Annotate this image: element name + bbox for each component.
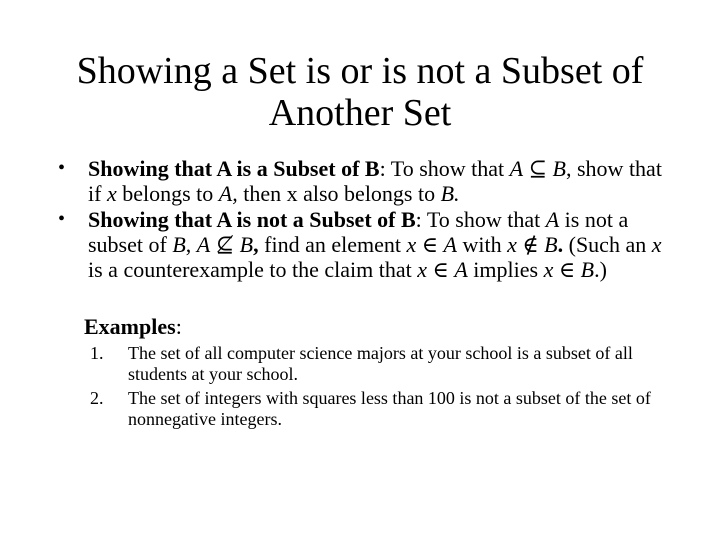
- example-text: The set of integers with squares less than 100 is not a subset of the set of nonnegative integers.: [128, 388, 651, 429]
- text-run: .): [594, 257, 607, 282]
- bullet-item-not-subset: [56, 207, 676, 282]
- example-text: The set of all computer science majors at your school is a subset of all students at your school.: [128, 343, 633, 384]
- text-run: A: [196, 232, 211, 257]
- text-run: (Such an: [563, 232, 652, 257]
- bullet-dot: •: [58, 208, 66, 230]
- text-run: is not a subset of: [88, 207, 629, 257]
- text-run: , show that if: [88, 156, 662, 206]
- text-run: x: [106, 181, 117, 206]
- text-run: B: [544, 232, 558, 257]
- examples-list: [90, 343, 670, 433]
- text-run: .: [557, 232, 564, 257]
- text-run: ∉: [516, 232, 545, 257]
- text-run: ∈: [553, 257, 581, 282]
- example-number: 2.: [90, 388, 104, 408]
- text-run: is a counterexample to the claim that: [88, 257, 418, 282]
- text-run: x: [406, 232, 417, 257]
- text-run: implies: [467, 257, 544, 282]
- text-run: : To show that: [379, 156, 510, 181]
- bullet-heading: Showing that A is not a Subset of B: [88, 207, 416, 232]
- text-run: belongs to: [116, 181, 219, 206]
- text-run: B: [552, 156, 566, 181]
- text-run: x: [417, 257, 428, 282]
- list-item: [90, 343, 670, 385]
- text-run: B: [172, 232, 186, 257]
- examples-label: Examples:: [84, 314, 182, 339]
- text-run: find an element: [258, 232, 407, 257]
- text-run: A,: [218, 181, 238, 206]
- text-run: ,: [185, 232, 197, 257]
- bullet-item-subset: [56, 156, 676, 206]
- text-run: x: [507, 232, 517, 257]
- text-run: B.: [440, 181, 460, 206]
- bullet-list: [56, 156, 676, 283]
- text-run: A: [454, 257, 468, 282]
- text-run: ⊈: [210, 232, 240, 257]
- text-run: B: [239, 232, 254, 257]
- text-run: : To show that: [415, 207, 546, 232]
- text-run: ∈: [427, 257, 455, 282]
- slide-title: Showing a Set is or is not a Subset of Another Set: [76, 50, 644, 134]
- list-item: [90, 388, 670, 430]
- text-run: A: [443, 232, 457, 257]
- text-run: with: [456, 232, 508, 257]
- text-run: then x also belongs to: [237, 181, 441, 206]
- example-number: 1.: [90, 343, 104, 363]
- text-run: A: [545, 207, 560, 232]
- bullet-dot: •: [58, 157, 66, 179]
- text-run: ∈: [416, 232, 444, 257]
- text-run: ⊆: [523, 156, 553, 181]
- bullet-heading: Showing that A is a Subset of B: [88, 156, 380, 181]
- text-run: A: [509, 156, 524, 181]
- text-run: B: [580, 257, 595, 282]
- text-run: x: [543, 257, 554, 282]
- text-run: ,: [253, 232, 259, 257]
- text-run: x: [651, 232, 662, 257]
